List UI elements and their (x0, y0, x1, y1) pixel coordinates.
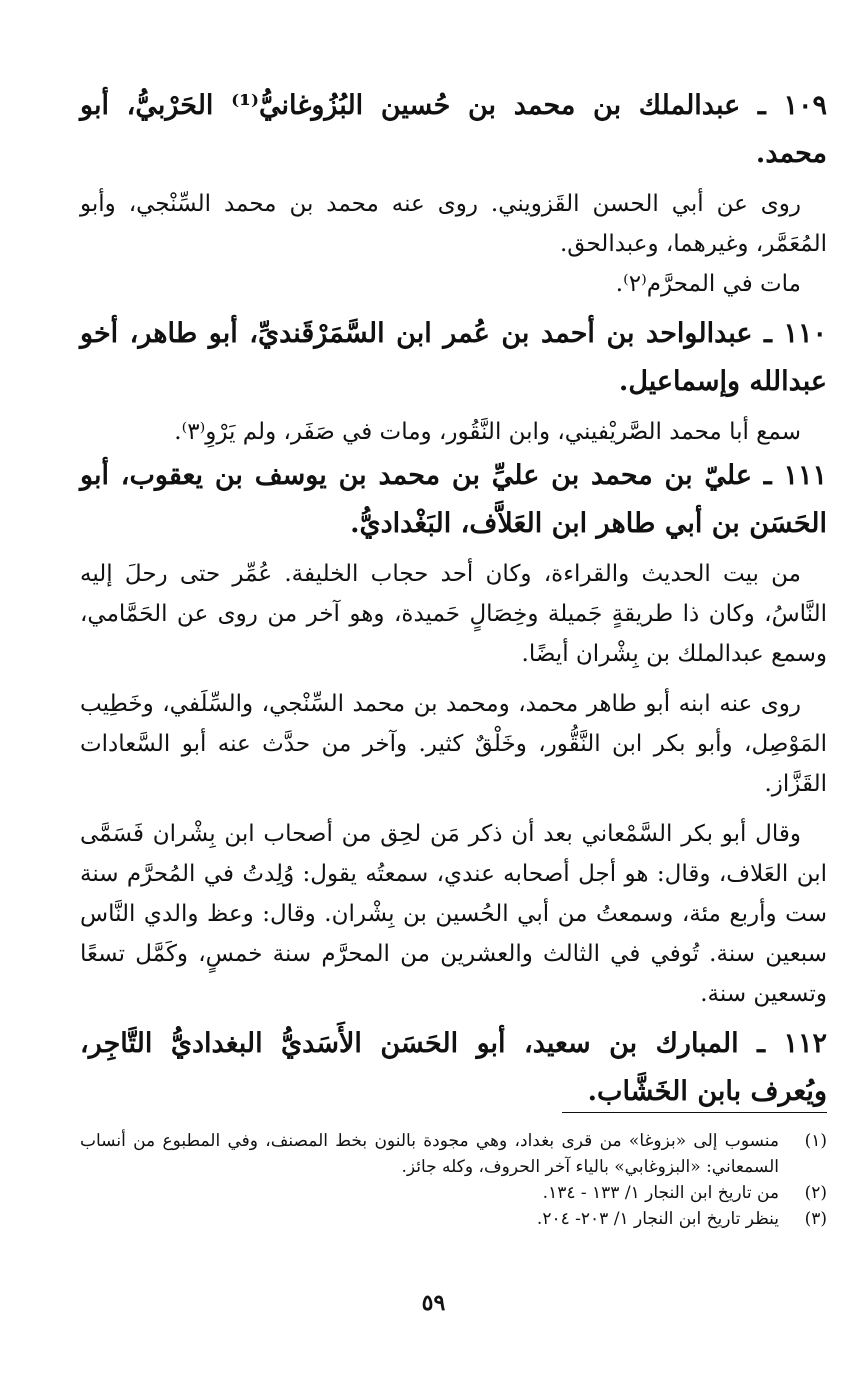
entry-111 (80, 452, 827, 1014)
entry-paragraph: روى عن أبي الحسن القَزويني. روى عنه محمد بن محمد السِّنْجي، وأبو المُعَمَّر، وغيرهما، وعبدالحق. (80, 191, 827, 257)
entry-heading: ١١١ ـ عليّ بن محمد بن عليِّ بن محمد بن يوسف بن يعقوب، أبو الحَسَن بن أبي طاهر ابن العَلاَّف، البَغْداديُّ. (80, 460, 827, 539)
footnotes (80, 1128, 827, 1232)
entry-110 (80, 310, 827, 452)
entry-heading: ١١٢ ـ المبارك بن سعيد، أبو الحَسَن الأَسَديُّ البغداديُّ التَّاجِر، ويُعرف بابن الخَشَّاب. (80, 1028, 827, 1107)
footnote (80, 1206, 827, 1232)
entry-112 (80, 1020, 827, 1116)
footnote-number: (١) (804, 1131, 827, 1151)
page-number: ٥٩ (421, 1290, 446, 1316)
footnote-text: منسوب إلى «بزوغا» من قرى بغداد، وهي مجودة بالنون بخط المصنف، وفي المطبوع من أنساب السمعاني: «البزوغابي» بالياء آخر الحروف، وكله جائز. (80, 1131, 779, 1177)
entry-paragraph: وقال أبو بكر السَّمْعاني بعد أن ذكر مَن لحِق من أصحاب ابن بِشْران فَسَمَّى ابن العَلاف، وقال: هو أجل أصحابه عندي، سمعتُه يقول: وُلِدتُ في المُحرَّم سنة ست وأربع مئة، وسمعتُ من أبي الحُسين بن بِشْران. وقال: وعظ والدي النَّاس سبعين سنة. تُوفي في الثالث والعشرين من المحرَّم سنة خمسٍ، وكَمَّل تسعًا وتسعين سنة. (80, 821, 827, 1007)
footnote-number: (٣) (804, 1209, 827, 1229)
footnote-text: ينظر تاريخ ابن النجار ١/ ٢٠٣- ٢٠٤. (536, 1209, 779, 1229)
footnote (80, 1128, 827, 1180)
footnote-number: (٢) (804, 1183, 827, 1203)
entry-paragraph: سمع أبا محمد الصَّريْفيني، وابن النَّقُور، ومات في صَفَر، ولم يَرْوِ⁽٣⁾. (174, 419, 801, 445)
entry-paragraph: من بيت الحديث والقراءة، وكان أحد حجاب الخليفة. عُمِّر حتى رحلَ إليه النَّاسُ، وكان ذا طريقةٍ جَميلة وخِصَالٍ حَميدة، وهو آخر من روى عن الحَمَّامي، وسمع عبدالملك بن بِشْران أيضًا. (80, 561, 827, 667)
entry-heading: ١٠٩ ـ عبدالملك بن محمد بن حُسين البُزُوغانيُّ⁽¹⁾ الحَرْبيُّ، أبو محمد. (80, 90, 827, 169)
entry-heading: ١١٠ ـ عبدالواحد بن أحمد بن عُمر ابن السَّمَرْقَنديِّ، أبو طاهر، أخو عبدالله وإسماعيل. (80, 318, 827, 397)
entry-109 (80, 82, 827, 304)
footnote (80, 1180, 827, 1206)
entry-paragraph: مات في المحرَّم⁽٢⁾. (615, 271, 801, 297)
entry-paragraph: روى عنه ابنه أبو طاهر محمد، ومحمد بن محمد السِّنْجي، والسِّلَفي، وخَطِيب المَوْصِل، وأبو بكر ابن النَّقُّور، وخَلْقٌ كثير. وآخر من حدَّث عنه أبو السَّعادات القَزَّاز. (80, 691, 827, 797)
footnote-text: من تاريخ ابن النجار ١/ ١٣٣ - ١٣٤. (542, 1183, 779, 1203)
footnote-divider (562, 1112, 827, 1113)
